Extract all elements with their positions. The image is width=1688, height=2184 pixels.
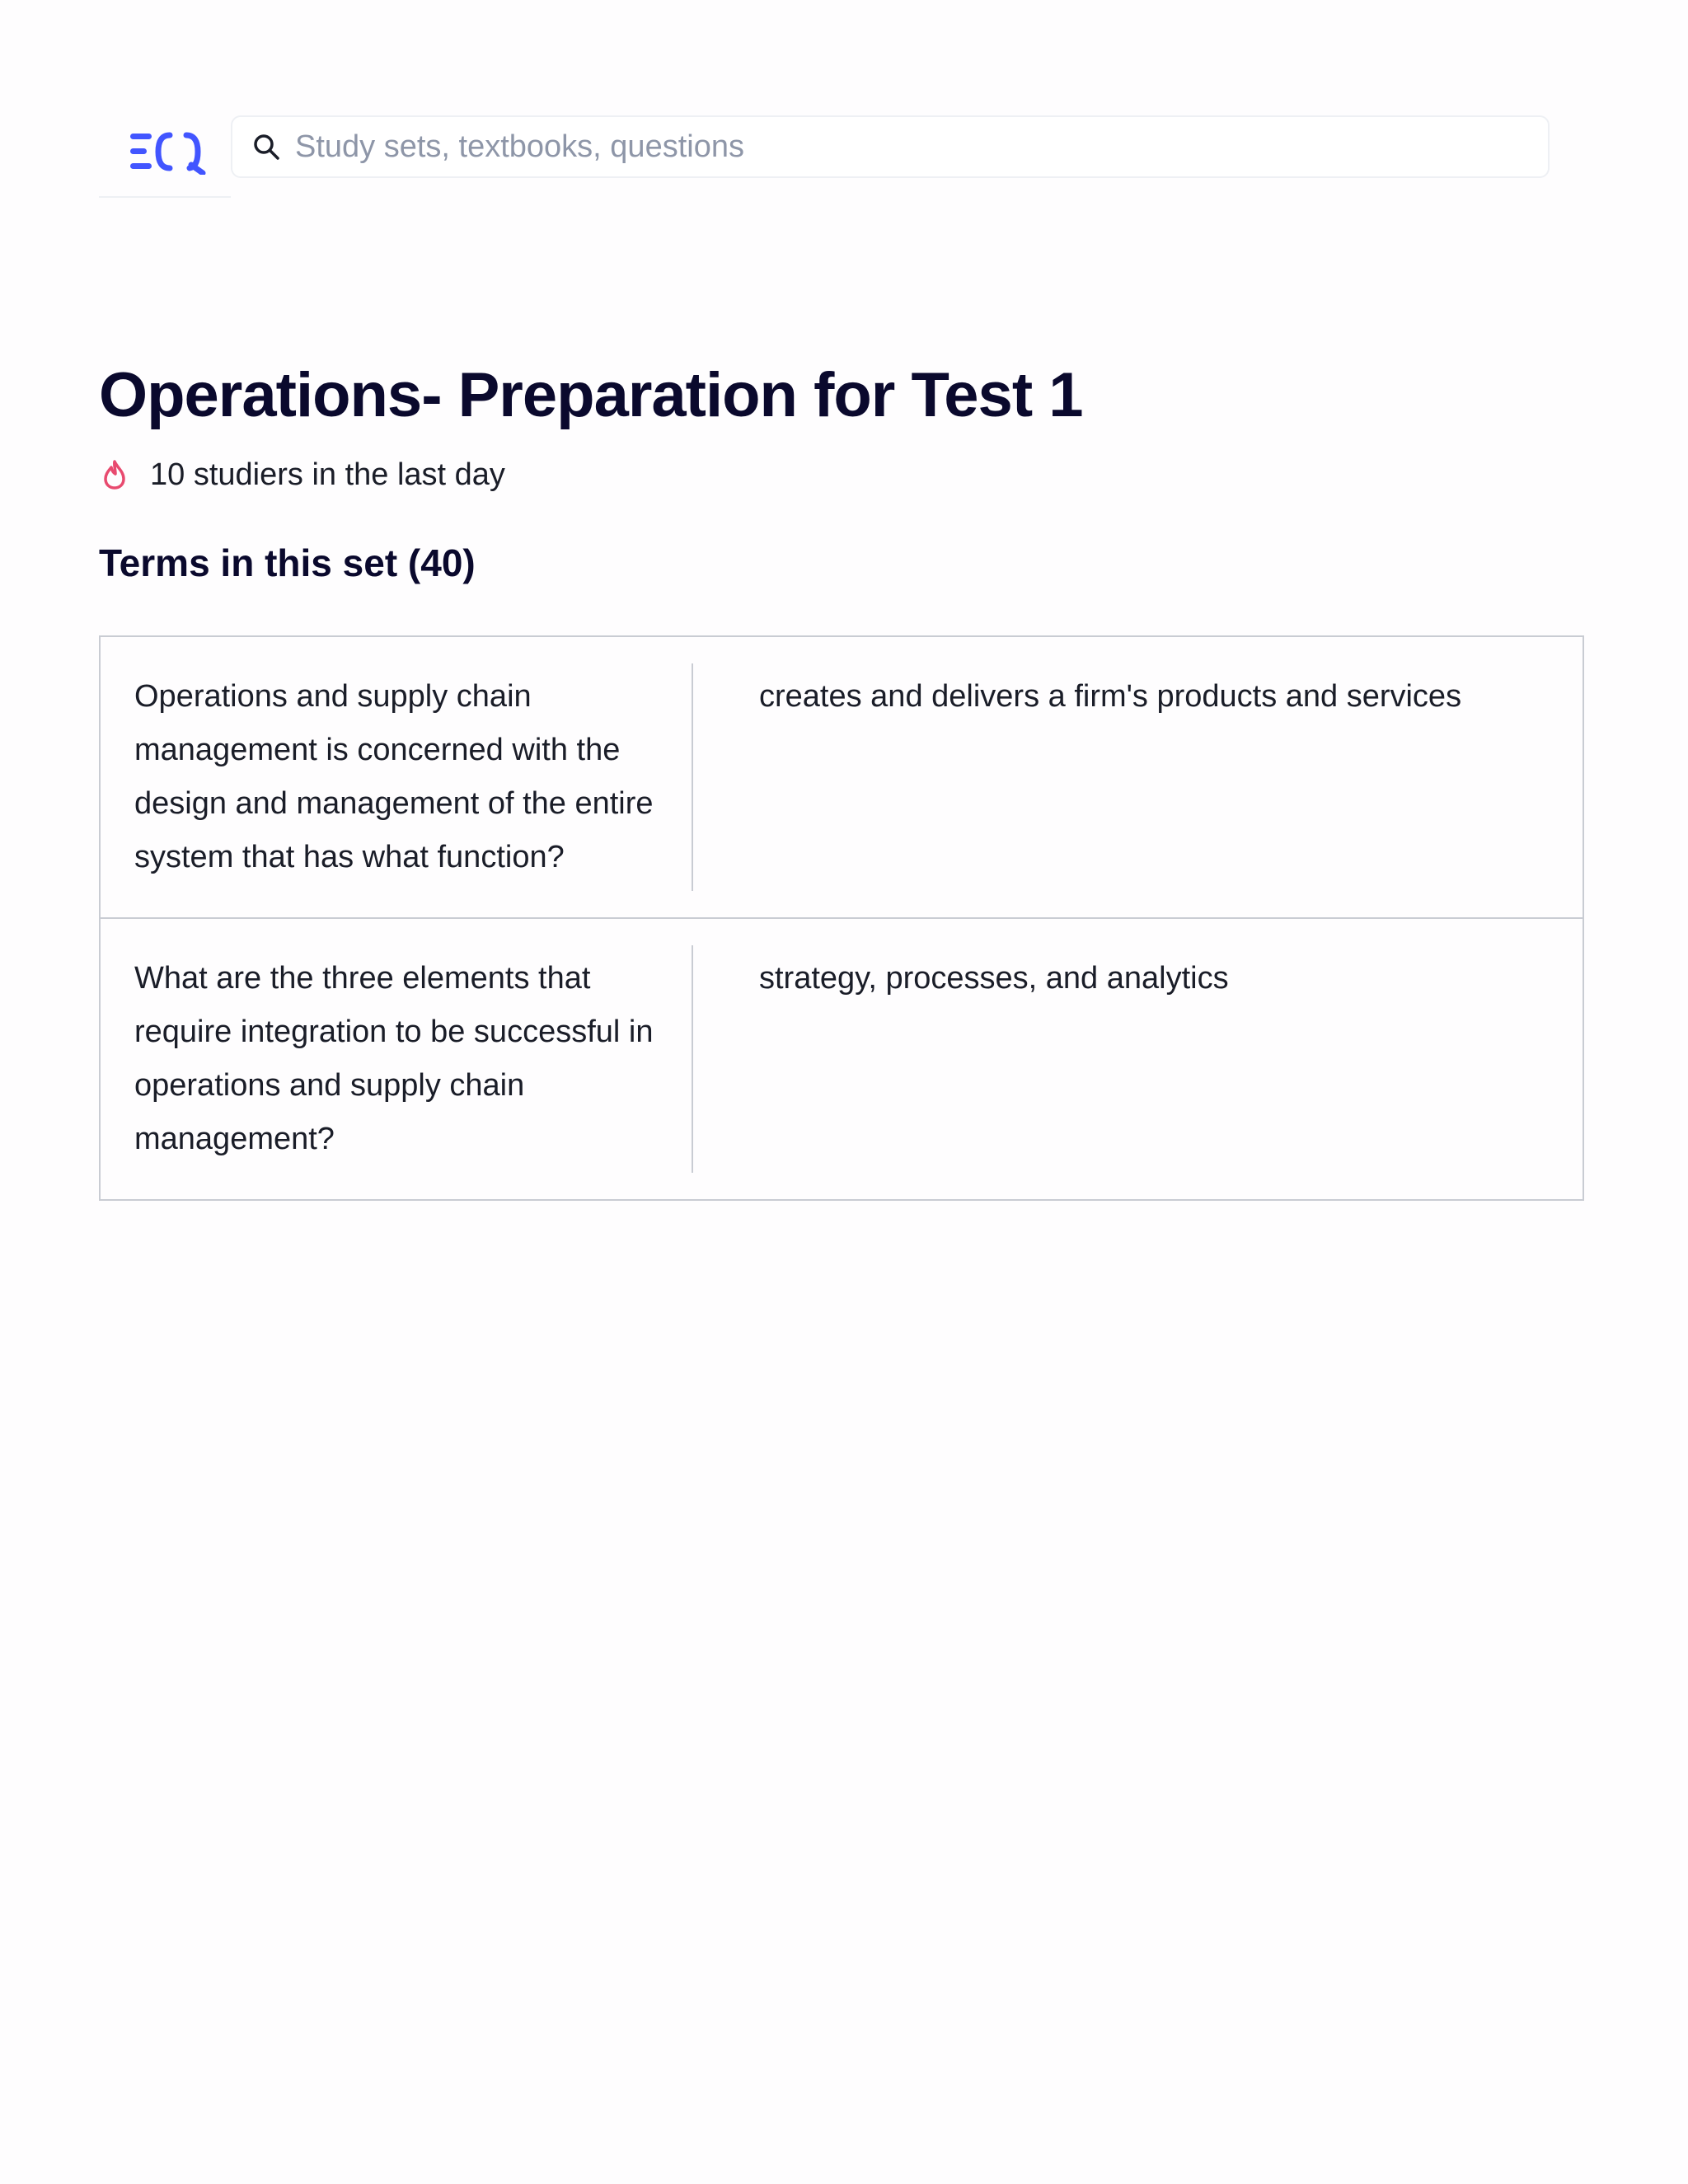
term-row[interactable] [101,917,1582,1199]
logo-underline [99,196,231,198]
definition-text: creates and delivers a firm's products and services [759,679,1462,714]
search-input[interactable] [295,122,1515,171]
studiers-text: 10 studiers in the last day [150,457,505,492]
search-bar[interactable] [231,115,1550,178]
term-row[interactable] [101,637,1582,917]
studiers-count [102,452,505,498]
logo-icon[interactable] [127,129,209,175]
terms-list [99,635,1584,1201]
search-icon [252,133,280,161]
flame-icon [102,460,127,490]
site-header [99,115,1553,198]
term-text: What are the three elements that require integration to be successful in operations and supply chain management? [101,945,693,1173]
term-text: Operations and supply chain management is concerned with the design and management of the entire system that has what function? [101,663,693,891]
definition-text: strategy, processes, and analytics [759,961,1229,996]
terms-heading: Terms in this set (40) [99,541,476,584]
page-title: Operations- Preparation for Test 1 [99,360,1083,430]
